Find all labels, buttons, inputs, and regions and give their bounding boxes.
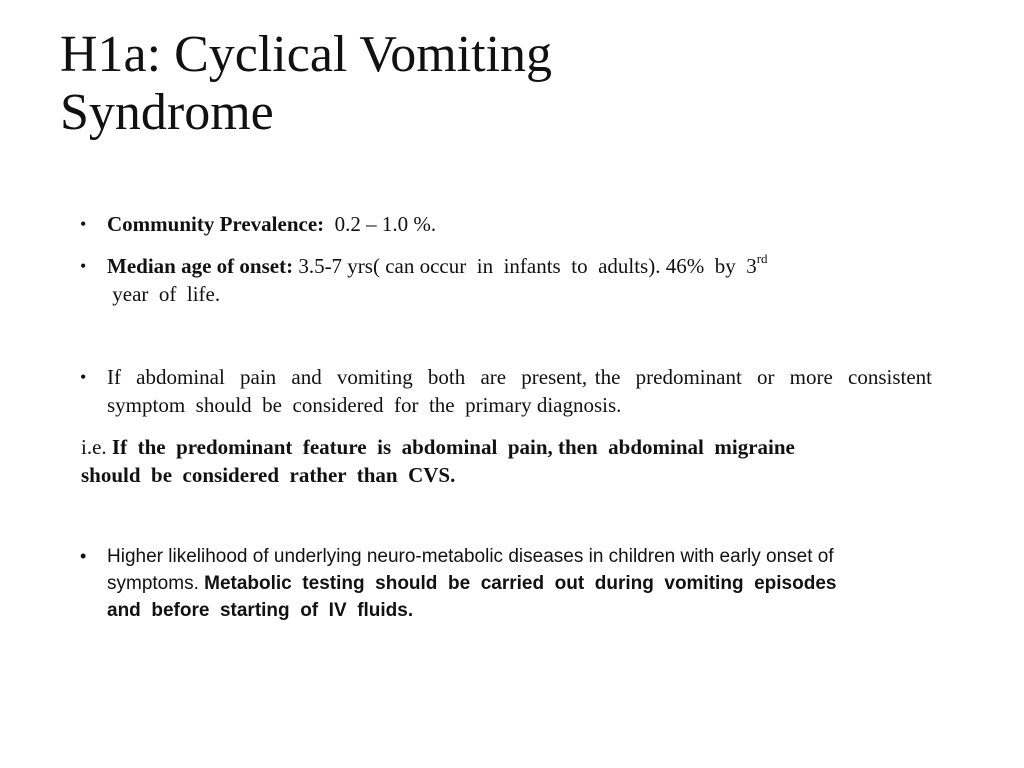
bullet-bold-text: Metabolic testing should be carried out during vomiting episodes and before starting of IV fluids.	[107, 573, 848, 621]
bullet-text: 3.5-7 yrs( can occur in infants to adults). 46% by 3	[293, 254, 757, 278]
bullet-label: Community Prevalence:	[107, 212, 325, 236]
bullet-median-age-of-onset	[80, 252, 932, 308]
bullet-content	[107, 252, 932, 308]
bullet-neuro-metabolic	[80, 543, 932, 624]
bullet-text-continued: year of life.	[107, 282, 221, 306]
bullet-label: Median age of onset:	[107, 254, 294, 278]
bullet-community-prevalence	[80, 210, 932, 238]
bullet-content	[107, 543, 932, 624]
bullet-superscript: rd	[756, 251, 768, 266]
ie-note	[81, 433, 861, 489]
slide-title-line-2: Syndrome	[60, 84, 274, 141]
ie-bold-text: If the predominant feature is abdominal pain, then abdominal migraine should be considered rather than CVS.	[81, 435, 806, 487]
bullet-content	[107, 210, 932, 238]
bullet-abdominal-pain-vomiting	[80, 363, 943, 419]
bullet-marker: •	[80, 367, 87, 387]
bullet-marker: •	[80, 214, 87, 234]
ie-prefix: i.e.	[81, 435, 112, 459]
bullet-marker: •	[80, 256, 87, 276]
slide-title	[60, 26, 960, 142]
bullet-marker: •	[80, 546, 87, 566]
bullet-text: If abdominal pain and vomiting both are present, the predominant or more consistent symptom should be considered for the primary diagnosis.	[107, 365, 943, 417]
bullet-text: Higher likelihood of underlying neuro-metabolic diseases in children with early onset of symptoms.	[107, 546, 839, 594]
slide-title-line-1: H1a: Cyclical Vomiting	[60, 26, 553, 83]
bullet-text: 0.2 – 1.0 %.	[324, 212, 437, 236]
